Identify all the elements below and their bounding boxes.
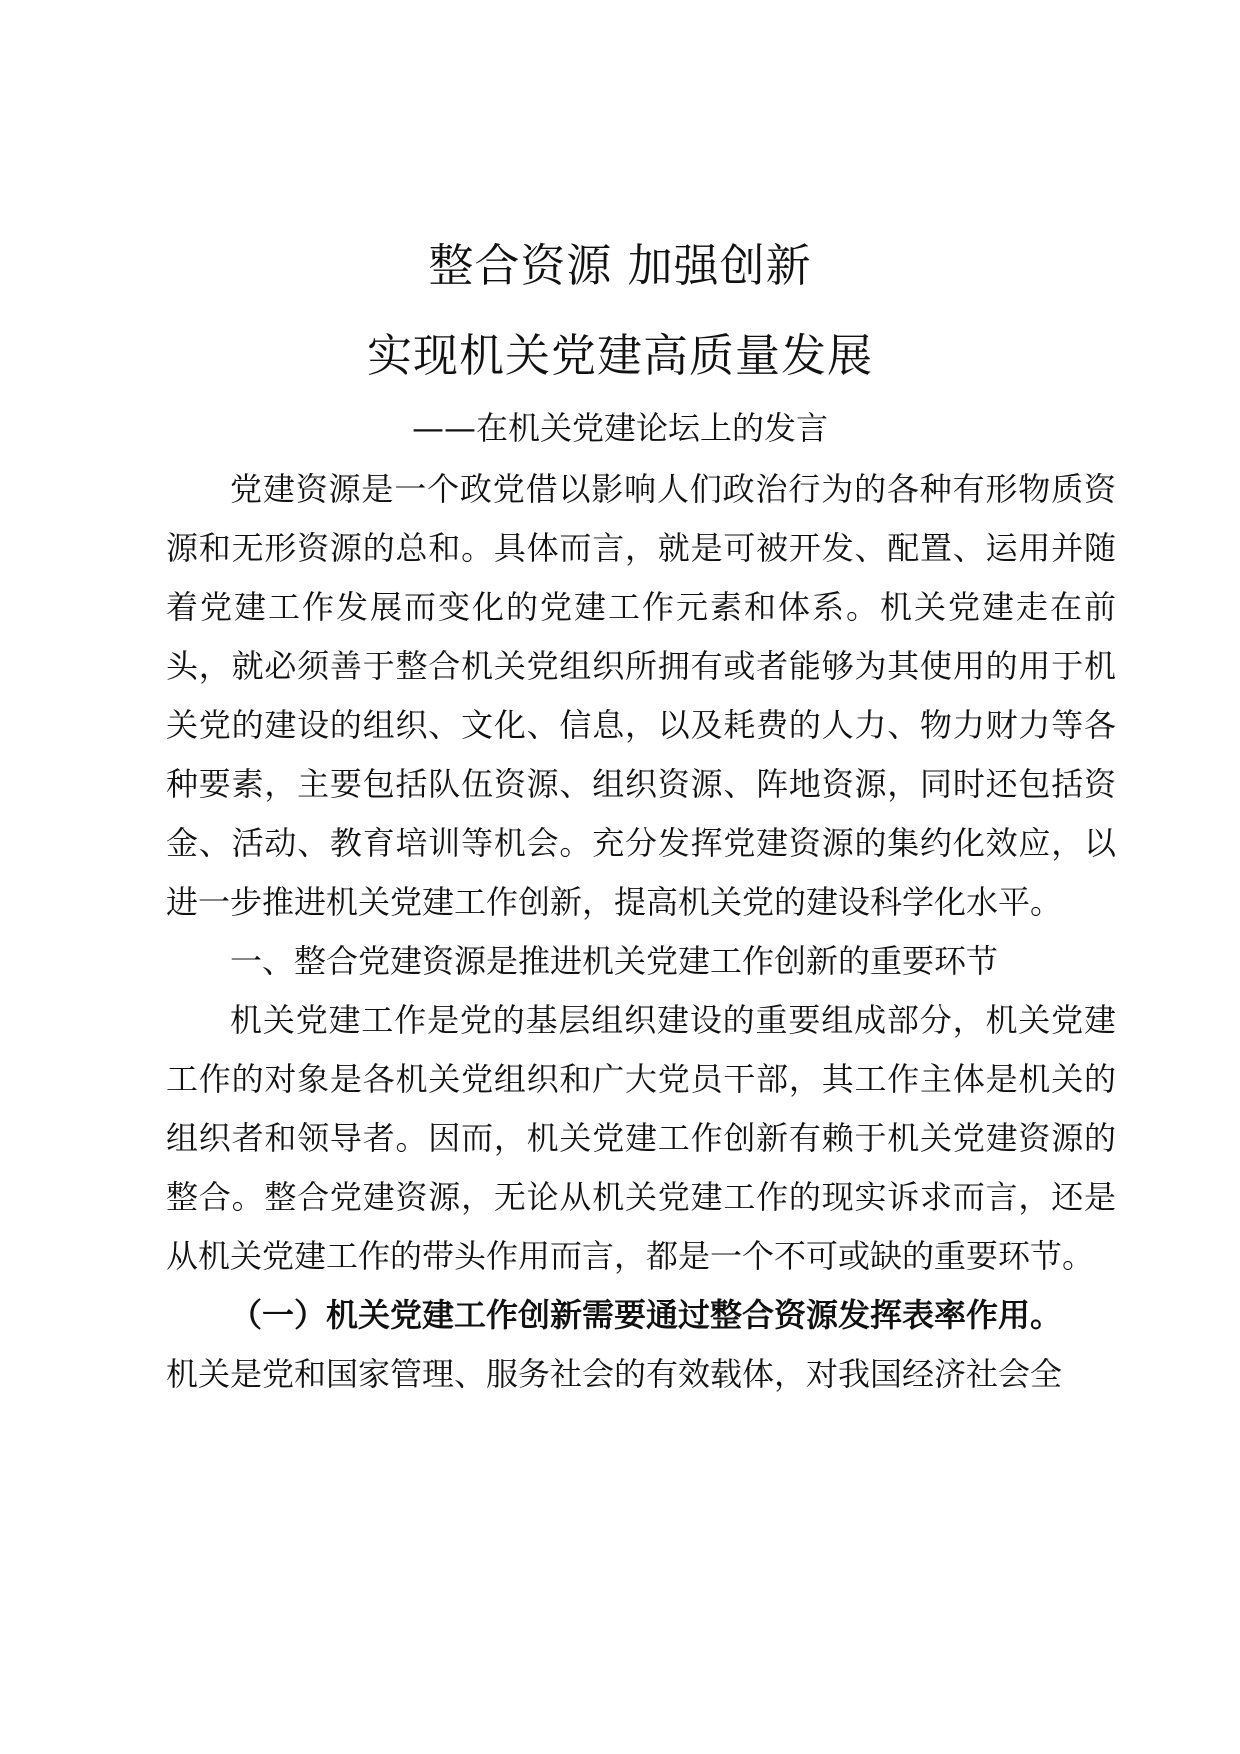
subsection-1-paragraph: 机关是党和国家管理、服务社会的有效载体，对我国经济社会全: [166, 1355, 1063, 1393]
intro-paragraph: 党建资源是一个政党借以影响人们政治行为的各种有形物质资源和无形资源的总和。具体而言，就是可被开发、配置、运用并随着党建工作发展而变化的党建工作元素和体系。机关党建走在前头，就必须善于整合机关党组织所拥有或者能够为其使用的用于机关党的建设的组织、文化、信息，以及耗费的人力、物力财力等各种要素，主要包括队伍资源、组织资源、阵地资源，同时还包括资金、活动、教育培训等机会。充分发挥党建资源的集约化效应，以进一步推进机关党建工作创新，提高机关党的建设科学化水平。: [166, 470, 1116, 921]
document-title-line-2: 实现机关党建高质量发展: [366, 329, 873, 382]
section-heading-1: 一、整合党建资源是推进机关党建工作创新的重要环节: [230, 942, 999, 980]
document-subtitle: ——在机关党建论坛上的发言: [411, 409, 828, 447]
document-title-line-1: 整合资源 加强创新: [428, 239, 812, 292]
subsection-heading-1: （一）机关党建工作创新需要通过整合资源发挥表率作用。: [230, 1296, 1063, 1334]
document-body: [166, 460, 1116, 1404]
section-1-paragraph: 机关党建工作是党的基层组织建设的重要组成部分，机关党建工作的对象是各机关党组织和广大党员干部，其工作主体是机关的组织者和领导者。因而，机关党建工作创新有赖于机关党建资源的整合。整合党建资源，无论从机关党建工作的现实诉求而言，还是从机关党建工作的带头作用而言，都是一个不可或缺的重要环节。: [166, 1001, 1116, 1275]
